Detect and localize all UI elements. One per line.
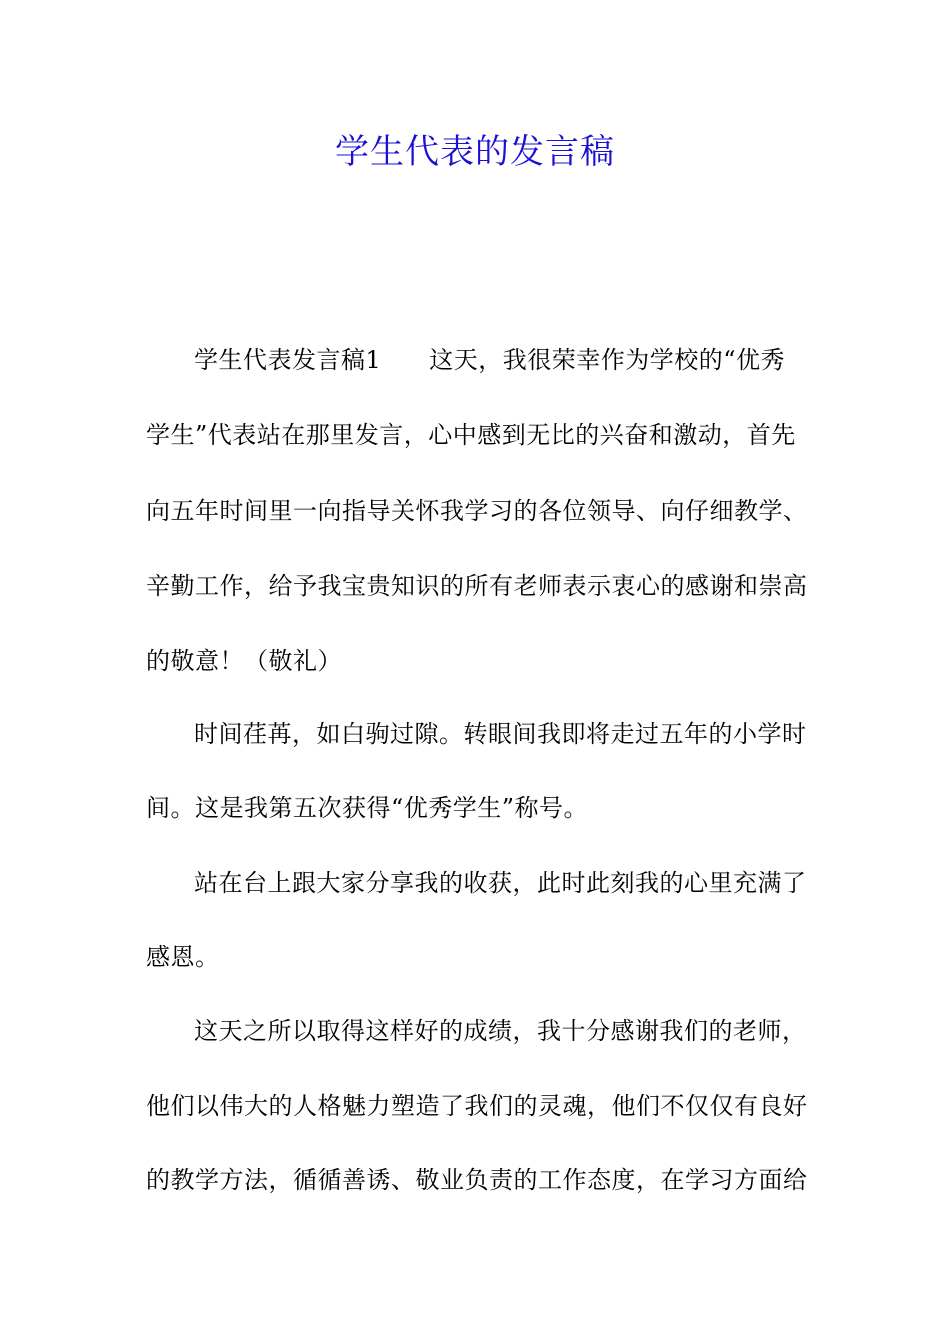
text-line: 学生”代表站在那里发言，心中感到无比的兴奋和激动，首先 [146,421,796,449]
text-segment: 这天，我很荣幸作为学校的“优秀 [429,346,786,374]
text-line: 辛勤工作，给予我宝贵知识的所有老师表示衷心的感谢和崇高 [146,572,808,600]
text-line [194,343,806,377]
text-line: 这天之所以取得这样好的成绩，我十分感谢我们的老师， [194,1017,807,1045]
text-line: 的教学方法，循循善诱、敬业负责的工作态度，在学习方面给 [146,1166,808,1194]
text-line: 站在台上跟大家分享我的收获，此时此刻我的心里充满了 [194,869,807,897]
text-line: 时间荏苒，如白驹过隙。转眼间我即将走过五年的小学时 [194,720,807,748]
text-line: 间。这是我第五次获得“优秀学生”称号。 [146,794,589,822]
text-line: 感恩。 [146,943,220,971]
text-line: 他们以伟大的人格魅力塑造了我们的灵魂，他们不仅仅有良好 [146,1092,808,1120]
text-line: 向五年时间里一向指导关怀我学习的各位领导、向仔细教学、 [146,497,808,525]
speech-heading: 学生代表发言稿1 [194,346,382,374]
text-line: 的敬意！（敬礼） [146,647,342,675]
document-title: 学生代表的发言稿 [335,132,615,172]
